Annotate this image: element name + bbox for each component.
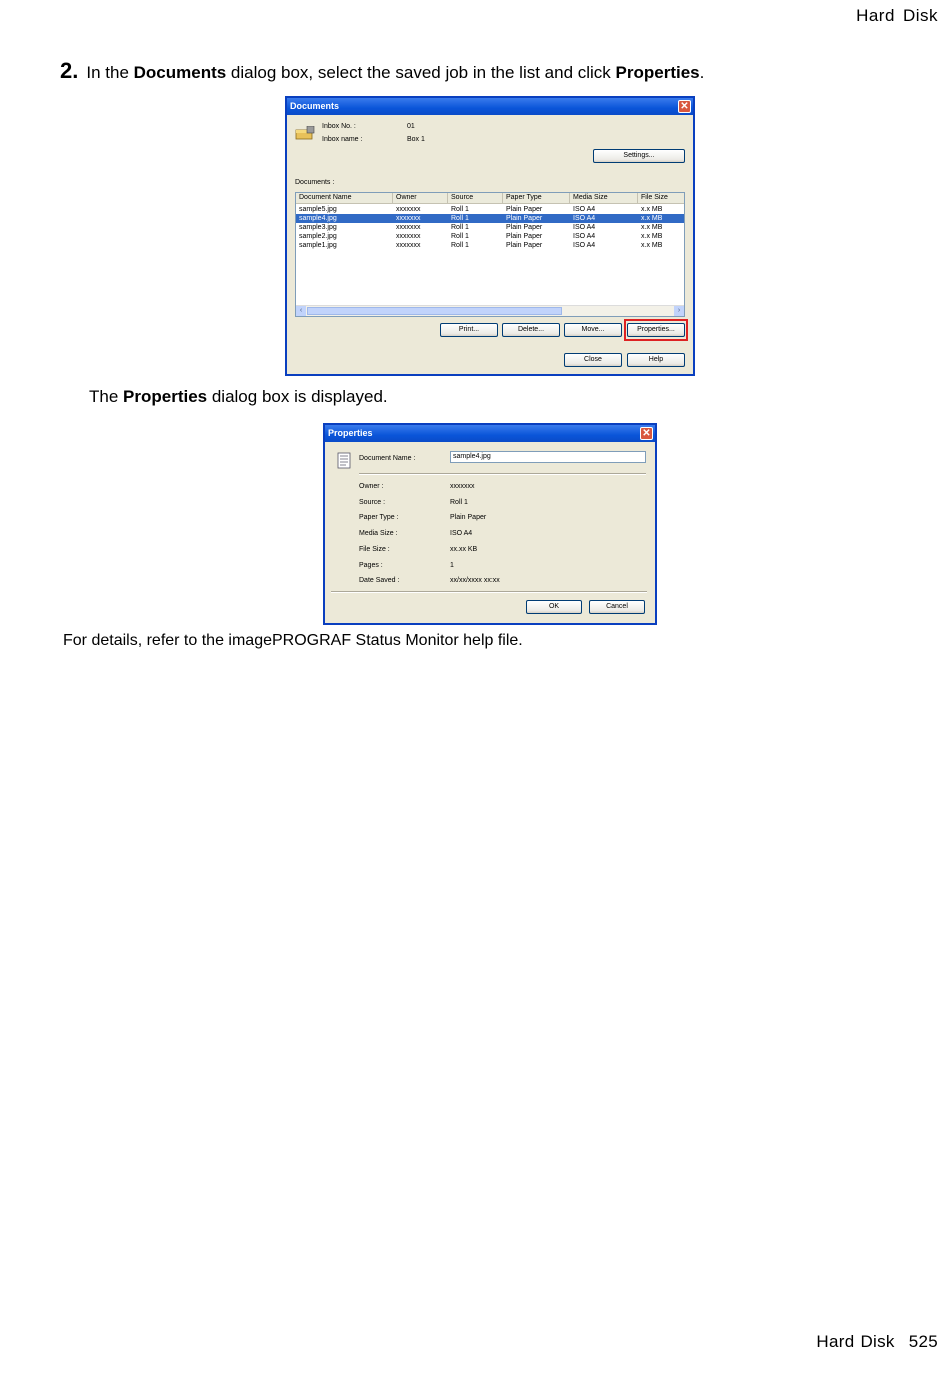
table-cell: ISO A4 xyxy=(573,215,596,222)
caption-text-1: The xyxy=(89,387,124,406)
inbox-name-label: Inbox name : xyxy=(322,136,363,143)
property-value: Roll 1 xyxy=(450,498,468,506)
table-row[interactable] xyxy=(296,205,684,214)
table-row[interactable] xyxy=(296,223,684,232)
caption-text-2: dialog box is displayed. xyxy=(207,387,388,406)
scroll-right-icon[interactable]: › xyxy=(674,306,684,316)
running-header-word-1: Hard xyxy=(856,6,895,25)
table-cell: sample4.jpg xyxy=(299,215,337,222)
footer-note: For details, refer to the imagePROGRAF Status Monitor help file. xyxy=(63,632,523,649)
column-header-owner[interactable]: Owner xyxy=(393,193,448,203)
table-row[interactable] xyxy=(296,241,684,250)
table-cell: x.x MB xyxy=(641,242,663,249)
properties-dialog xyxy=(323,423,657,625)
property-value: ISO A4 xyxy=(450,530,473,538)
running-header xyxy=(856,6,938,26)
table-cell: Plain Paper xyxy=(506,242,543,249)
step-number: 2. xyxy=(60,58,79,83)
documents-title: Documents xyxy=(290,101,340,111)
property-value: xx/xx/xxxx xx:xx xyxy=(450,577,500,585)
property-value: xx.xx KB xyxy=(450,545,478,553)
table-cell: sample1.jpg xyxy=(299,242,337,249)
print-button[interactable]: Print... xyxy=(440,323,498,337)
footer-section-2: Disk xyxy=(860,1332,895,1351)
document-icon xyxy=(337,452,351,469)
document-name-label: Document Name : xyxy=(359,455,416,462)
properties-title: Properties xyxy=(328,428,373,438)
close-button[interactable]: Close xyxy=(564,353,622,367)
table-cell: sample2.jpg xyxy=(299,233,337,240)
caption xyxy=(89,387,388,407)
step-bold-2: Properties xyxy=(615,63,700,82)
separator-top xyxy=(359,473,646,475)
table-cell: Plain Paper xyxy=(506,224,543,231)
table-cell: ISO A4 xyxy=(573,233,596,240)
scrollbar-thumb[interactable] xyxy=(307,307,562,315)
documents-titlebar xyxy=(287,98,693,115)
table-cell: xxxxxxx xyxy=(396,206,421,213)
column-header-document-name[interactable]: Document Name xyxy=(296,193,393,203)
table-cell: xxxxxxx xyxy=(396,224,421,231)
step-bold-1: Documents xyxy=(133,63,227,82)
scroll-left-icon[interactable]: ‹ xyxy=(296,306,306,316)
settings-button[interactable]: Settings... xyxy=(593,149,685,163)
table-cell: xxxxxxx xyxy=(396,215,421,222)
property-label: Owner : xyxy=(359,483,384,490)
property-label: Date Saved : xyxy=(359,577,400,585)
inbox-no-label: Inbox No. : xyxy=(322,123,356,130)
running-header-word-2: Disk xyxy=(902,6,938,25)
table-cell: Plain Paper xyxy=(506,233,543,240)
ok-button[interactable]: OK xyxy=(526,600,582,614)
properties-highlight-frame xyxy=(624,319,688,341)
help-button[interactable]: Help xyxy=(627,353,685,367)
table-cell: Plain Paper xyxy=(506,215,543,222)
table-cell: ISO A4 xyxy=(573,206,596,213)
separator-bottom xyxy=(331,591,647,593)
table-cell: Roll 1 xyxy=(451,215,469,222)
table-cell: sample3.jpg xyxy=(299,224,337,231)
step-instruction xyxy=(60,58,704,84)
table-cell: Roll 1 xyxy=(451,206,469,213)
move-button[interactable]: Move... xyxy=(564,323,622,337)
property-label: Paper Type : xyxy=(359,514,399,522)
documents-label: Documents : xyxy=(295,179,335,186)
property-label: Pages : xyxy=(359,561,383,569)
property-label: File Size : xyxy=(359,545,390,553)
table-cell: Roll 1 xyxy=(451,233,469,240)
properties-button[interactable]: Properties... xyxy=(627,323,685,337)
document-name-field[interactable]: sample4.jpg xyxy=(450,451,646,463)
page-number: 525 xyxy=(908,1332,938,1351)
table-cell: xxxxxxx xyxy=(396,233,421,240)
table-cell: x.x MB xyxy=(641,224,663,231)
table-cell: x.x MB xyxy=(641,206,663,213)
property-label: Media Size : xyxy=(359,530,398,538)
property-label: Source : xyxy=(359,498,386,506)
table-row[interactable] xyxy=(296,232,684,241)
property-value: Plain Paper xyxy=(450,514,487,522)
documents-dialog xyxy=(285,96,695,376)
properties-close-icon[interactable]: ✕ xyxy=(640,427,653,440)
column-header-source[interactable]: Source xyxy=(448,193,503,203)
step-text-3: . xyxy=(699,63,705,82)
property-value: xxxxxxx xyxy=(450,483,475,490)
horizontal-scrollbar[interactable] xyxy=(296,305,684,316)
table-cell: x.x MB xyxy=(641,215,663,222)
documents-list-header xyxy=(296,193,684,204)
step-text-1: In the xyxy=(86,63,134,82)
table-row[interactable] xyxy=(296,214,684,223)
table-cell: Plain Paper xyxy=(506,206,543,213)
table-cell: x.x MB xyxy=(641,233,663,240)
table-cell: sample5.jpg xyxy=(299,206,337,213)
inbox-name-value: Box 1 xyxy=(407,136,425,143)
column-header-file-size[interactable]: File Size xyxy=(638,193,685,203)
documents-list[interactable] xyxy=(295,192,685,317)
column-header-media-size[interactable]: Media Size xyxy=(570,193,638,203)
delete-button[interactable]: Delete... xyxy=(502,323,560,337)
properties-titlebar xyxy=(325,425,655,442)
step-text-2: dialog box, select the saved job in the list and click xyxy=(226,63,616,82)
caption-bold: Properties xyxy=(123,387,208,406)
column-header-paper-type[interactable]: Paper Type xyxy=(503,193,570,203)
table-cell: xxxxxxx xyxy=(396,242,421,249)
property-value: 1 xyxy=(450,561,454,569)
inbox-icon xyxy=(295,126,315,140)
page-footer xyxy=(816,1332,938,1352)
table-cell: Roll 1 xyxy=(451,224,469,231)
inbox-no-value: 01 xyxy=(407,123,415,130)
table-cell: ISO A4 xyxy=(573,224,596,231)
footer-section-1: Hard xyxy=(816,1332,855,1351)
table-cell: Roll 1 xyxy=(451,242,469,249)
table-cell: ISO A4 xyxy=(573,242,596,249)
cancel-button[interactable]: Cancel xyxy=(589,600,645,614)
documents-close-icon[interactable]: ✕ xyxy=(678,100,691,113)
